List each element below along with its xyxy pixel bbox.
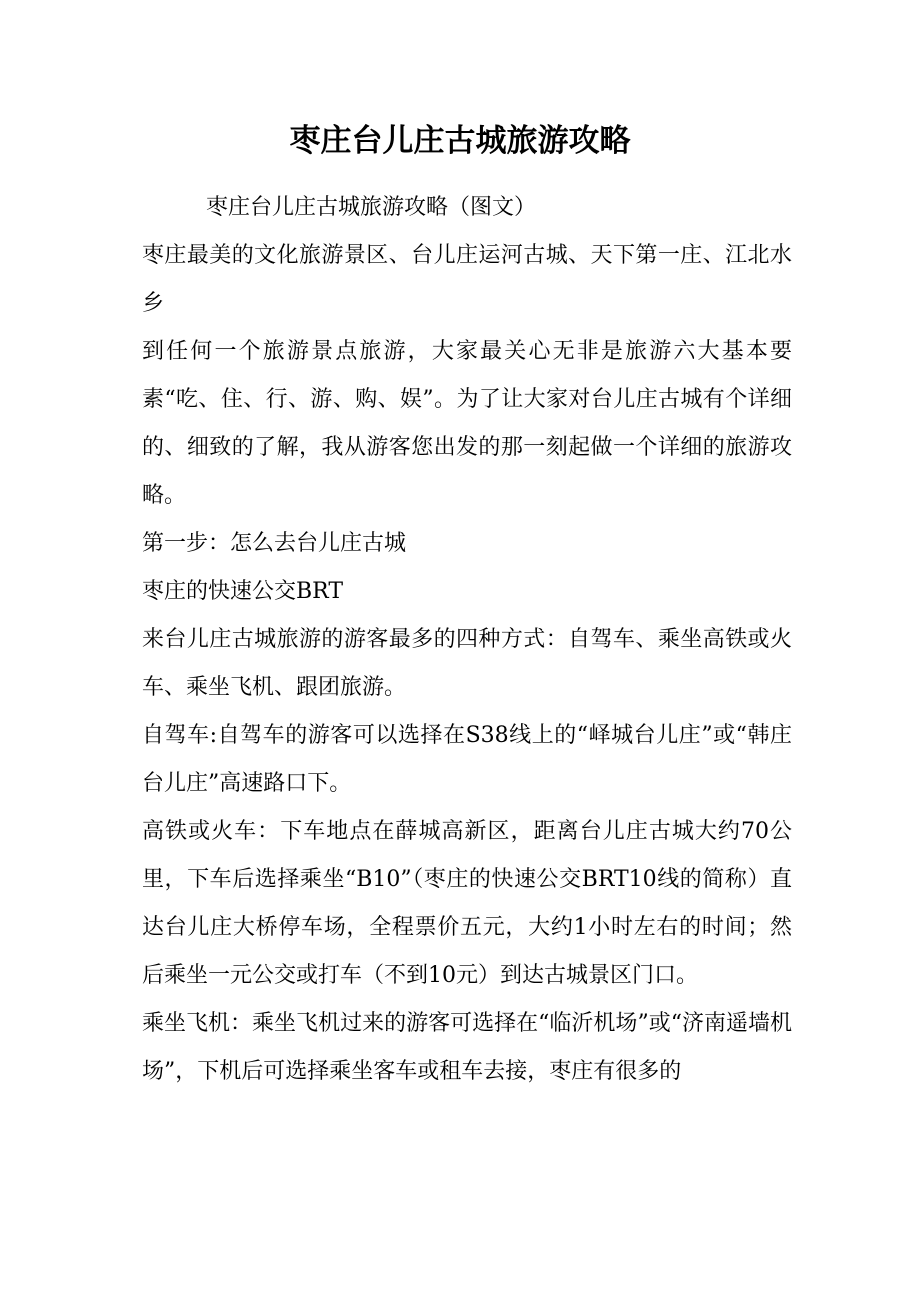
document-body [142,184,792,1096]
train-paragraph: 高铁或火车：下车地点在薛城高新区，距离台儿庄古城大约70公里，下车后选择乘坐“B10”（枣庄的快速公交BRT10线的简称）直达台儿庄大桥停车场，全程票价五元，大约1小时左右的时间；然后乘坐一元公交或打车（不到10元）到达古城景区门口。 [142,819,792,988]
self-drive-paragraph: 自驾车:自驾车的游客可以选择在S38线上的“峄城台儿庄”或“韩庄台儿庄”高速路口下。 [142,723,792,796]
brt-caption: 枣庄的快速公交BRT [142,579,344,604]
document-title: 枣庄台儿庄古城旅游攻略 [289,123,631,159]
overview-paragraph: 到任何一个旅游景点旅游，大家最关心无非是旅游六大基本要素“吃、住、行、游、购、娱”。为了让大家对台儿庄古城有个详细的、细致的了解，我从游客您出发的那一刻起做一个详细的旅游攻略。 [142,339,792,508]
plane-paragraph: 乘坐飞机：乘坐飞机过来的游客可选择在“临沂机场”或“济南遥墙机场”，下机后可选择乘坐客车或租车去接，枣庄有很多的 [142,1011,792,1084]
subtitle-paragraph: 枣庄台儿庄古城旅游攻略（图文） [206,195,537,220]
step-one-heading: 第一步：怎么去台儿庄古城 [142,531,407,556]
intro-paragraph: 枣庄最美的文化旅游景区、台儿庄运河古城、天下第一庄、江北水乡 [142,243,792,316]
travel-methods-paragraph: 来台儿庄古城旅游的游客最多的四种方式：自驾车、乘坐高铁或火车、乘坐飞机、跟团旅游。 [142,627,792,700]
